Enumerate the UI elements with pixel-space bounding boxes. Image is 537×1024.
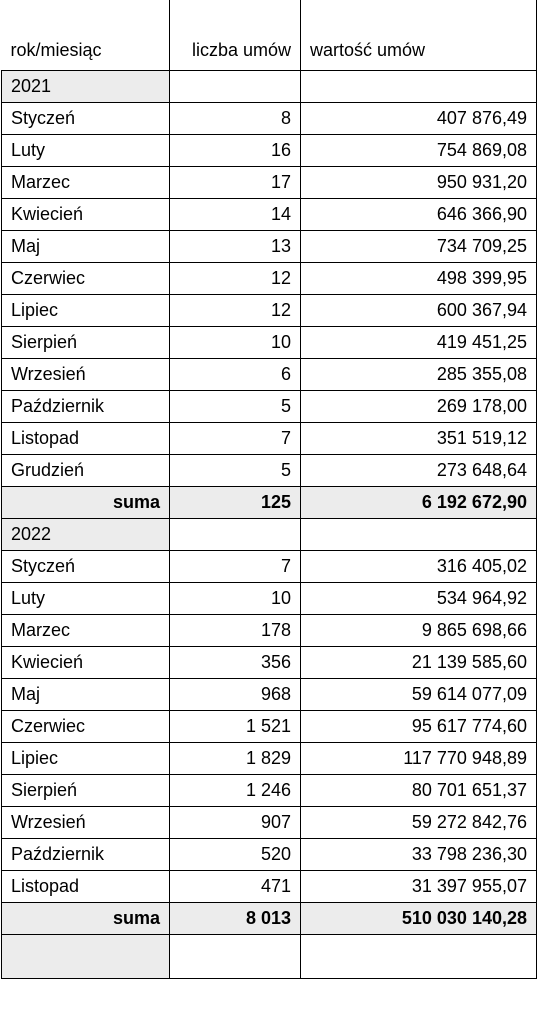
contract-count: 1 521 <box>170 710 301 742</box>
contract-value: 269 178,00 <box>301 390 537 422</box>
contract-value: 646 366,90 <box>301 198 537 230</box>
contract-value: 9 865 698,66 <box>301 614 537 646</box>
table-row <box>2 390 537 422</box>
month-name: Październik <box>2 838 170 870</box>
contract-value: 95 617 774,60 <box>301 710 537 742</box>
month-name: Luty <box>2 134 170 166</box>
table-row <box>2 198 537 230</box>
month-name: Listopad <box>2 870 170 902</box>
contract-value: 734 709,25 <box>301 230 537 262</box>
sum-count: 125 <box>170 486 301 518</box>
empty-cell <box>170 934 301 978</box>
year-empty-count <box>170 70 301 102</box>
contract-value: 600 367,94 <box>301 294 537 326</box>
contract-value: 950 931,20 <box>301 166 537 198</box>
sum-row <box>2 902 537 934</box>
table-row <box>2 838 537 870</box>
contract-count: 907 <box>170 806 301 838</box>
month-name: Maj <box>2 678 170 710</box>
month-name: Styczeń <box>2 102 170 134</box>
sum-label: suma <box>2 486 170 518</box>
table-row <box>2 454 537 486</box>
contract-count: 10 <box>170 582 301 614</box>
contract-value: 31 397 955,07 <box>301 870 537 902</box>
contract-count: 1 246 <box>170 774 301 806</box>
contract-count: 471 <box>170 870 301 902</box>
sum-count: 8 013 <box>170 902 301 934</box>
year-row <box>2 70 537 102</box>
month-name: Marzec <box>2 166 170 198</box>
year-empty-value <box>301 70 537 102</box>
year-empty-value <box>301 518 537 550</box>
year-label: 2021 <box>2 70 170 102</box>
month-name: Styczeń <box>2 550 170 582</box>
contract-count: 16 <box>170 134 301 166</box>
sum-value: 510 030 140,28 <box>301 902 537 934</box>
empty-cell <box>301 934 537 978</box>
contract-count: 520 <box>170 838 301 870</box>
contract-value: 59 614 077,09 <box>301 678 537 710</box>
month-name: Maj <box>2 230 170 262</box>
table-row <box>2 102 537 134</box>
contract-count: 10 <box>170 326 301 358</box>
contract-count: 6 <box>170 358 301 390</box>
month-name: Grudzień <box>2 454 170 486</box>
table-row <box>2 646 537 678</box>
contract-value: 407 876,49 <box>301 102 537 134</box>
header-contract-value: wartość umów <box>301 0 537 70</box>
contract-value: 273 648,64 <box>301 454 537 486</box>
contract-count: 5 <box>170 454 301 486</box>
table-row <box>2 806 537 838</box>
table-row <box>2 710 537 742</box>
sum-row <box>2 486 537 518</box>
contract-value: 285 355,08 <box>301 358 537 390</box>
contract-count: 7 <box>170 550 301 582</box>
month-name: Kwiecień <box>2 646 170 678</box>
empty-cell <box>2 934 170 978</box>
table-row <box>2 614 537 646</box>
month-name: Lipiec <box>2 294 170 326</box>
contract-count: 7 <box>170 422 301 454</box>
contract-count: 356 <box>170 646 301 678</box>
month-name: Kwiecień <box>2 198 170 230</box>
contract-value: 534 964,92 <box>301 582 537 614</box>
table-row <box>2 422 537 454</box>
sum-label: suma <box>2 902 170 934</box>
header-contract-count: liczba umów <box>170 0 301 70</box>
contract-value: 351 519,12 <box>301 422 537 454</box>
table-row <box>2 230 537 262</box>
contract-value: 21 139 585,60 <box>301 646 537 678</box>
contract-count: 12 <box>170 262 301 294</box>
month-name: Październik <box>2 390 170 422</box>
month-name: Listopad <box>2 422 170 454</box>
contract-value: 117 770 948,89 <box>301 742 537 774</box>
contract-value: 754 869,08 <box>301 134 537 166</box>
month-name: Sierpień <box>2 774 170 806</box>
contracts-table-body <box>2 0 537 978</box>
contract-count: 14 <box>170 198 301 230</box>
table-row <box>2 134 537 166</box>
month-name: Wrzesień <box>2 806 170 838</box>
contract-value: 419 451,25 <box>301 326 537 358</box>
contract-value: 498 399,95 <box>301 262 537 294</box>
month-name: Sierpień <box>2 326 170 358</box>
sum-value: 6 192 672,90 <box>301 486 537 518</box>
contract-count: 13 <box>170 230 301 262</box>
contract-value: 59 272 842,76 <box>301 806 537 838</box>
contract-value: 80 701 651,37 <box>301 774 537 806</box>
month-name: Marzec <box>2 614 170 646</box>
contract-count: 5 <box>170 390 301 422</box>
table-row <box>2 358 537 390</box>
contract-value: 316 405,02 <box>301 550 537 582</box>
table-row <box>2 550 537 582</box>
table-row <box>2 294 537 326</box>
contract-count: 8 <box>170 102 301 134</box>
contract-count: 968 <box>170 678 301 710</box>
contract-count: 17 <box>170 166 301 198</box>
year-empty-count <box>170 518 301 550</box>
year-label: 2022 <box>2 518 170 550</box>
month-name: Czerwiec <box>2 710 170 742</box>
month-name: Lipiec <box>2 742 170 774</box>
contract-value: 33 798 236,30 <box>301 838 537 870</box>
table-row <box>2 326 537 358</box>
contracts-table <box>1 0 537 979</box>
contract-count: 178 <box>170 614 301 646</box>
table-row <box>2 262 537 294</box>
contract-count: 12 <box>170 294 301 326</box>
table-row <box>2 870 537 902</box>
table-row <box>2 582 537 614</box>
month-name: Luty <box>2 582 170 614</box>
year-row <box>2 518 537 550</box>
table-row <box>2 678 537 710</box>
month-name: Wrzesień <box>2 358 170 390</box>
contract-count: 1 829 <box>170 742 301 774</box>
month-name: Czerwiec <box>2 262 170 294</box>
table-row <box>2 742 537 774</box>
table-row <box>2 774 537 806</box>
empty-row <box>2 934 537 978</box>
header-year-month: rok/miesiąc <box>2 0 170 70</box>
header-row <box>2 0 537 70</box>
table-row <box>2 166 537 198</box>
